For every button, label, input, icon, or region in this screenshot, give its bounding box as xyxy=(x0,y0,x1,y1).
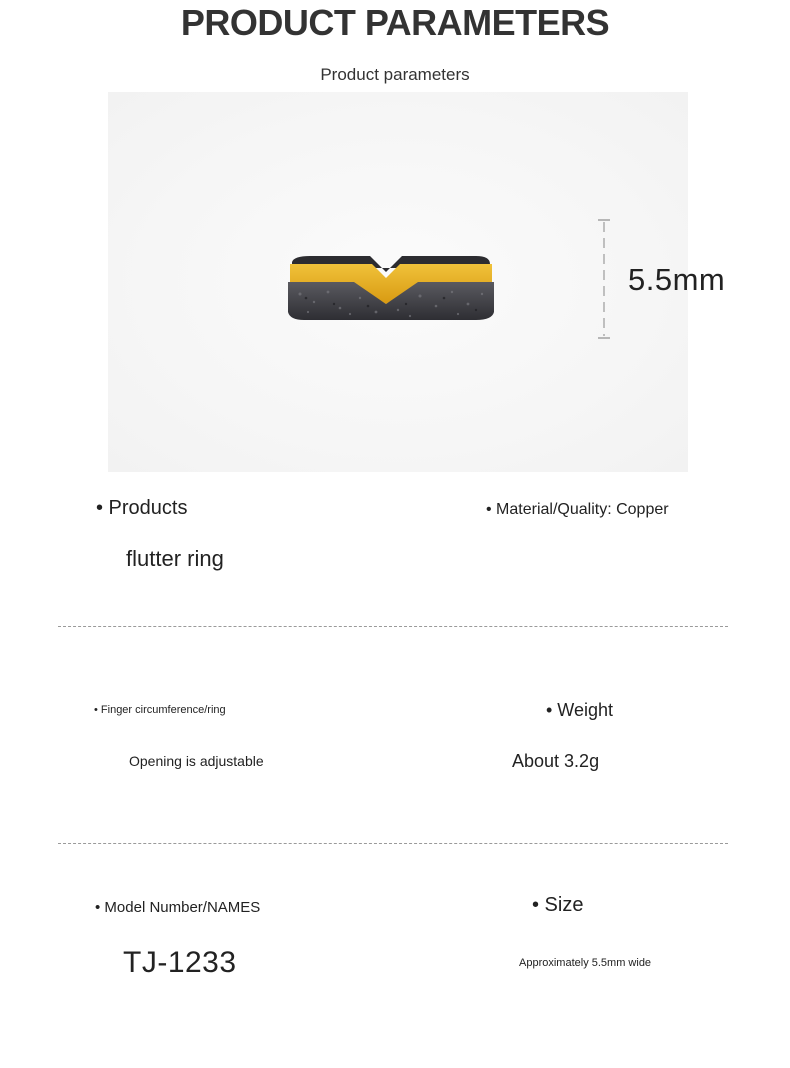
divider xyxy=(58,843,728,844)
products-value: flutter ring xyxy=(126,546,224,571)
dimension-marker xyxy=(596,218,612,340)
model-label: • Model Number/NAMES xyxy=(95,899,261,916)
finger-label: • Finger circumference/ring xyxy=(94,704,226,716)
ring-image xyxy=(280,248,500,328)
dimension-label: 5.5mm xyxy=(628,262,726,297)
weight-value: About 3.2g xyxy=(512,751,600,771)
divider xyxy=(58,626,728,627)
model-value: TJ-1233 xyxy=(123,946,237,979)
size-value: Approximately 5.5mm wide xyxy=(519,957,652,969)
page-subtitle: Product parameters xyxy=(320,65,470,84)
weight-label: • Weight xyxy=(546,700,613,720)
material-label: • Material/Quality: Copper xyxy=(486,501,669,518)
products-label: • Products xyxy=(96,497,188,519)
page-title: PRODUCT PARAMETERS xyxy=(180,2,610,43)
finger-value: Opening is adjustable xyxy=(129,753,264,769)
size-label: • Size xyxy=(532,894,584,916)
